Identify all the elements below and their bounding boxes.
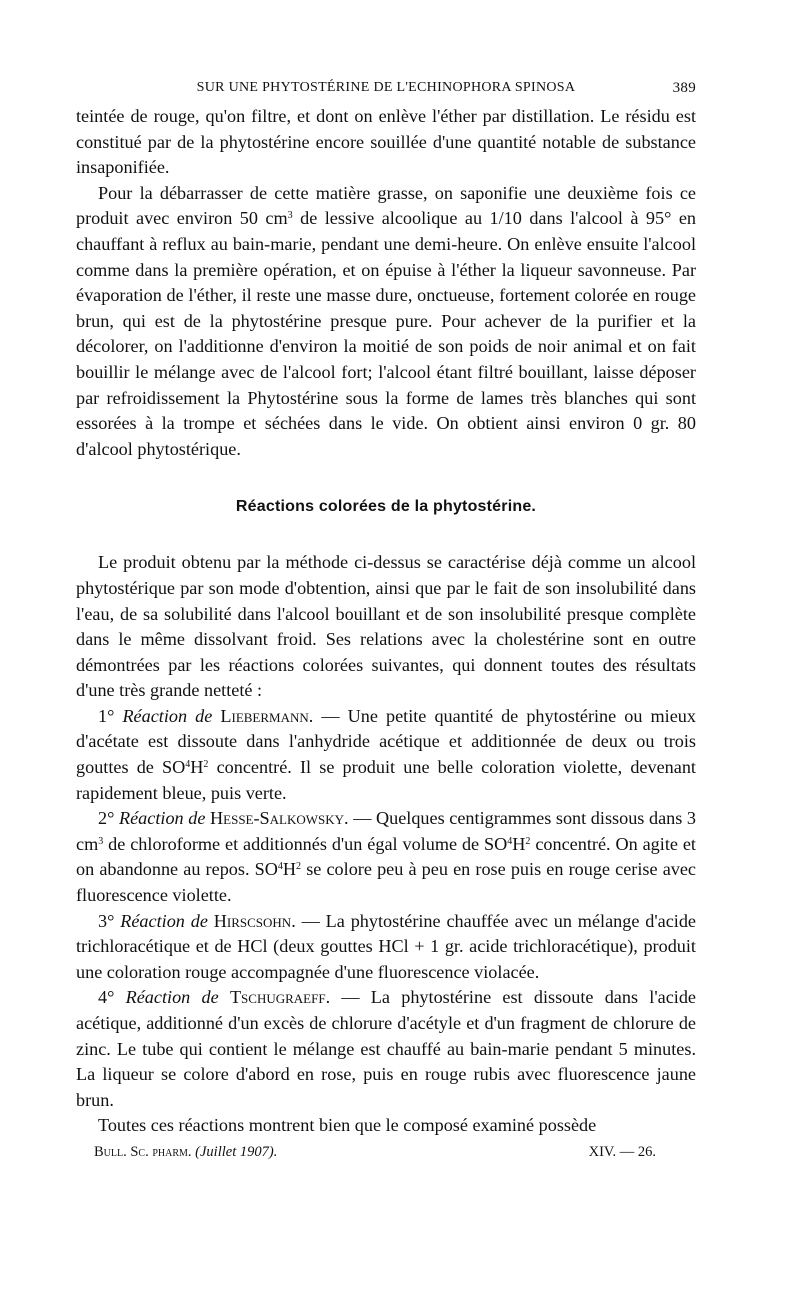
page [76, 78, 696, 1164]
footer-volume: XIV. — 26. [588, 1143, 656, 1160]
section-intro: Le produit obtenu par la méthode ci-dessus se caractérise déjà comme un alcool phytostérique par son mode d'obtention, ainsi que par le fait de son insolubilité dans l'eau, de sa solubilité dans l'alcool bouillant et de son insolubilité presque complète dans le même dissolvant froid. Ses relations avec la cholestérine sont en outre démontrées par les réactions colorées suivantes, qui donnent toutes des résultats d'une très grande netteté : [76, 552, 696, 701]
footer-journal: Bull. Sc. pharm. (Juillet 1907). [94, 1143, 278, 1160]
running-title: SUR UNE PHYTOSTÉRINE DE L'ECHINOPHORA SPINOSA [196, 80, 576, 95]
paragraph-saponification: Pour la débarrasser de cette matière grasse, on saponifie une deuxième fois ce produit avec environ 50 $cm^3$ de lessive alcoolique au 1/10 dans l'alcool à 95° en chauffant à reflux au bain-marie, pendant une demi-heure. On enlève ensuite l'alcool comme dans la première opération, et on épuise à l'éther la liqueur savonneuse. Par évaporation de l'éther, il reste une masse dure, onctueuse, fortement colorée en rouge brun, qui est de la phytostérine presque pure. Pour achever de la purifier et la décolorer, on l'additionne d'environ la moitié de son poids de noir animal et on fait bouillir le mélange avec de l'alcool fort; l'alcool étant filtré bouillant, laisse déposer par refroidissement la Phytostérine sous la forme de lames très blanches qui sont essorées à la trompe et séchées dans le vide. On obtient ainsi environ 0 gr. 80 d'alcool phytostérique. [76, 182, 696, 459]
reaction-hirscsohn: 3° Réaction de Hirscsohn. — La phytostérine chauffée avec un mélange d'acide trichloracétique et de HCl (deux gouttes HCl + 1 gr. acide trichloracétique), produit une coloration rouge accompagnée d'une fluorescence violacée. [76, 910, 696, 982]
section-heading: Réactions colorées de la phytostérine. [235, 498, 537, 516]
page-number: 389 [672, 80, 696, 96]
paragraph-continuation: teintée de rouge, qu'on filtre, et dont on enlève l'éther par distillation. Le résidu est constitué par de la phytostérine encore souillée d'une quantité notable de substance insaponifiée. [76, 106, 696, 178]
reaction-hesse-salkowsky: 2° Réaction de Hesse-Salkowsky. — Quelques centigrammes sont dissous dans 3 $cm^3$ de chloroforme et additionnés d'un égal volume de $SO^4H^2$ concentré. On agite et on abandonne au repos. $SO^4H^2$ se colore peu à peu en rose puis en rouge cerise avec fluorescence violette. [76, 808, 697, 906]
running-head [76, 78, 696, 104]
page-footer [76, 1142, 696, 1164]
reaction-liebermann: 1° Réaction de Liebermann. — Une petite quantité de phytostérine ou mieux d'acétate est dissoute dans l'anhydride acétique et additionnée de deux ou trois gouttes de $SO^4H^2$ concentré. Il se produit une belle coloration violette, devenant rapidement bleue, puis verte. [76, 705, 696, 803]
reaction-tschugraeff: 4° Réaction de Tschugraeff. — La phytostérine est dissoute dans l'acide acétique, additionné d'un excès de chlorure d'acétyle et d'un fragment de chlorure de zinc. Le tube qui contient le mélange est chauffé au bain-marie pendant 5 minutes. La liqueur se colore d'abord en rose, puis en rouge rubis avec fluorescence jaune brun. [76, 987, 696, 1110]
closing-line: Toutes ces réactions montrent bien que le composé examiné possède [98, 1115, 597, 1136]
